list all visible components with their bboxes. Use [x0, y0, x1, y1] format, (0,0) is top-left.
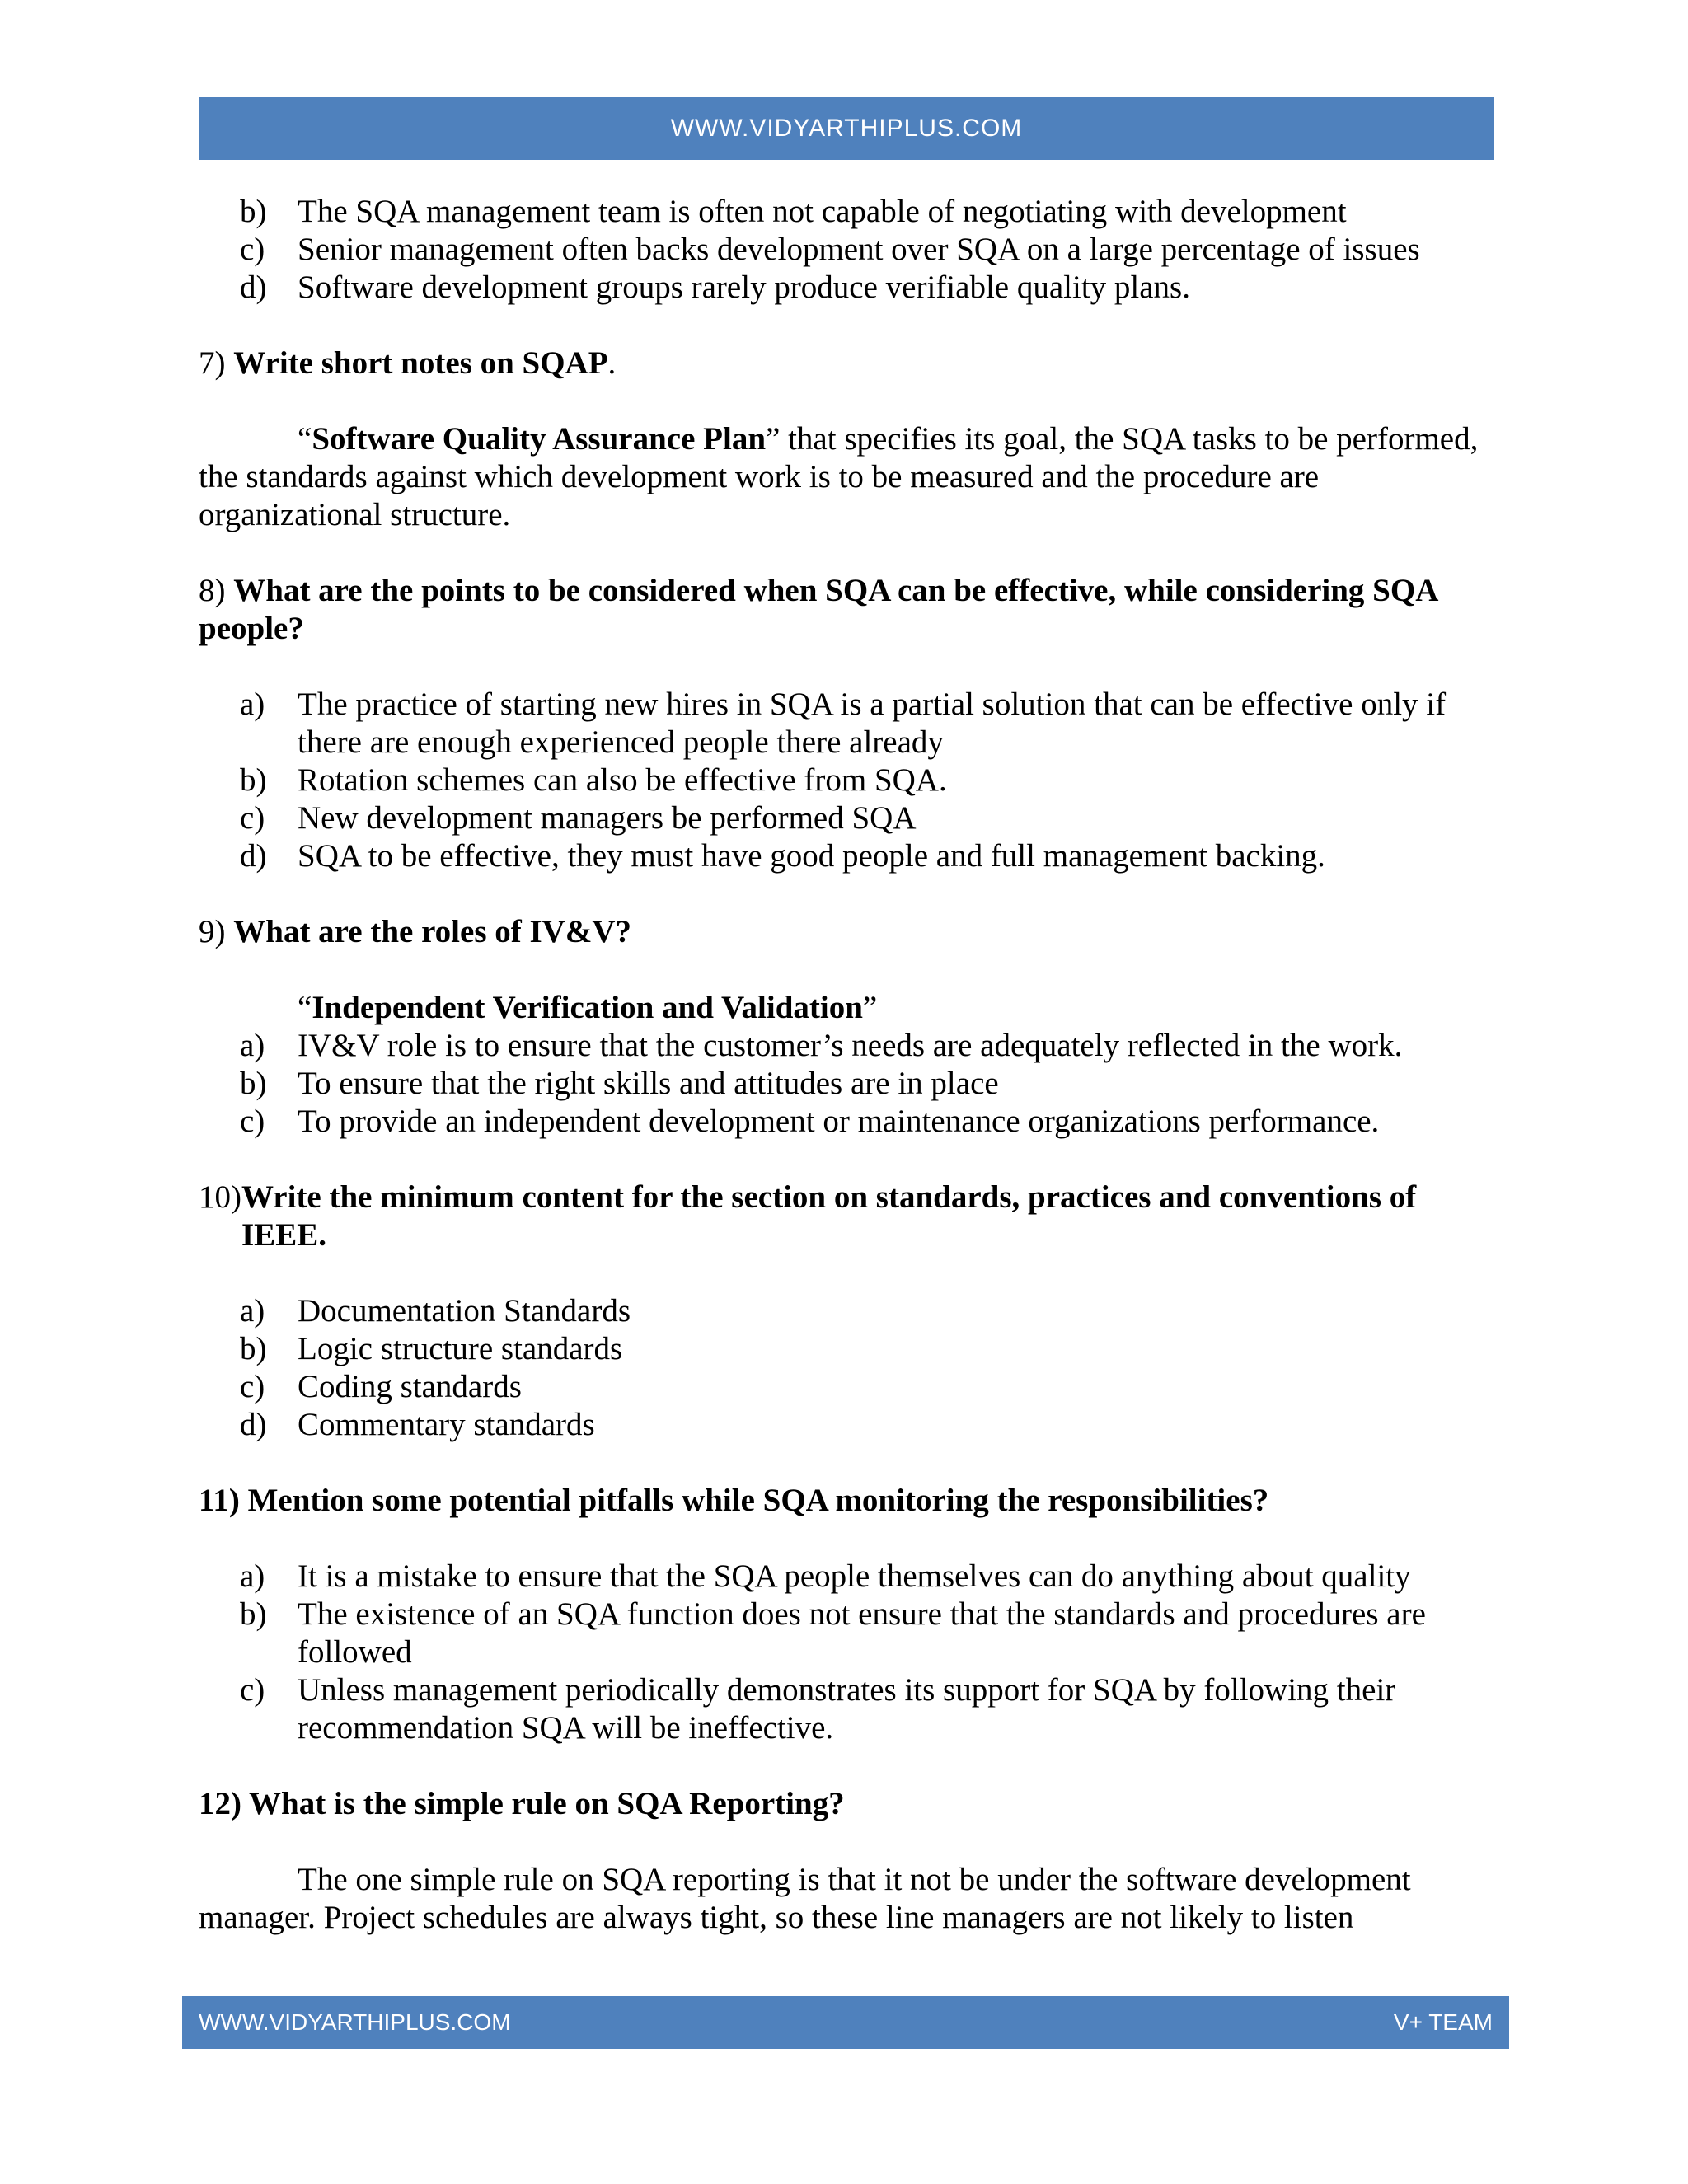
answer-12: The one simple rule on SQA reporting is that it not be under the software development manager. Project schedules are always tight, so these line managers are not likely to listen [199, 1862, 1411, 1935]
list-marker: c) [240, 232, 265, 267]
list-item [199, 1368, 1494, 1406]
footer-team-label: V+ TEAM [1393, 2009, 1493, 2035]
question-number: 8) [199, 573, 234, 608]
question-7 [199, 344, 1494, 382]
list-marker: a) [240, 1028, 265, 1063]
list-marker: a) [240, 687, 265, 722]
answer-text: ” that specifies its goal, the SQA tasks to be performed, the standards against which development work is to be measured and the procedure are organizational structure. [199, 421, 1479, 532]
close-quote: ” [862, 990, 878, 1025]
list-marker: a) [240, 1293, 265, 1329]
list-item-text: To ensure that the right skills and attitudes are in place [298, 1066, 999, 1101]
question-12 [199, 1785, 1494, 1823]
list-item [199, 1330, 1494, 1368]
question-number: 10) [199, 1179, 241, 1215]
list-item [199, 1671, 1494, 1747]
list-marker: c) [240, 1672, 265, 1708]
footer-site-link[interactable]: WWW.VIDYARTHIPLUS.COM [199, 2009, 511, 2035]
list-item-text: New development managers be performed SQA [298, 800, 917, 836]
list-item [199, 1292, 1494, 1330]
list-item [199, 1596, 1494, 1671]
list-item-text: Logic structure standards [298, 1331, 623, 1366]
defined-term: Independent Verification and Validation [312, 990, 863, 1025]
list-item [199, 1558, 1494, 1596]
list-item-text: Unless management periodically demonstrates its support for SQA by following their recommendation SQA will be ineffective. [298, 1672, 1396, 1746]
answer-10-list [199, 1292, 1494, 1444]
answer-9-list [199, 1027, 1494, 1141]
question-11 [199, 1482, 1494, 1520]
list-item-text: It is a mistake to ensure that the SQA people themselves can do anything about quality [298, 1558, 1411, 1594]
question-number: 9) [199, 914, 234, 949]
page-header [199, 97, 1494, 160]
list-marker: b) [240, 1066, 267, 1101]
question-title: 12) What is the simple rule on SQA Reporting? [199, 1786, 845, 1821]
list-item-text: Commentary standards [298, 1407, 595, 1442]
list-item [199, 231, 1494, 269]
question-8 [199, 572, 1494, 648]
list-item-text: To provide an independent development or maintenance organizations performance. [298, 1104, 1380, 1139]
list-item-text: IV&V role is to ensure that the customer’s needs are adequately reflected in the work. [298, 1028, 1403, 1063]
list-item-text: The practice of starting new hires in SQA is a partial solution that can be effective only if there are enough experienced people there already [298, 687, 1447, 760]
list-marker: d) [240, 838, 267, 874]
question-title: What are the points to be considered when SQA can be effective, while considering SQA people? [199, 573, 1437, 646]
list-item-text: Documentation Standards [298, 1293, 631, 1329]
document-body [199, 193, 1494, 1937]
list-item-text: Software development groups rarely produce verifiable quality plans. [298, 269, 1190, 305]
list-marker: c) [240, 1104, 265, 1139]
page-footer [182, 1996, 1509, 2049]
list-item-text: Coding standards [298, 1369, 522, 1404]
answer-8-list [199, 686, 1494, 875]
answer-9-heading [199, 989, 1494, 1027]
list-item-text: The existence of an SQA function does not ensure that the standards and procedures are followed [298, 1596, 1426, 1670]
list-item [199, 1406, 1494, 1444]
question-suffix: . [607, 345, 617, 381]
list-item [199, 193, 1494, 231]
list-item-text: The SQA management team is often not capable of negotiating with development [298, 194, 1347, 229]
question-title: 11) Mention some potential pitfalls while SQA monitoring the responsibilities? [199, 1483, 1269, 1518]
question-10 [199, 1179, 1494, 1254]
question-title: What are the roles of IV&V? [233, 914, 631, 949]
open-quote: “ [298, 990, 312, 1025]
list-item [199, 269, 1494, 307]
list-marker: b) [240, 194, 267, 229]
list-marker: a) [240, 1558, 265, 1594]
prev-answer-list [199, 193, 1494, 307]
list-marker: b) [240, 762, 267, 798]
list-item [199, 686, 1494, 762]
list-marker: d) [240, 269, 267, 305]
list-item [199, 1103, 1494, 1141]
question-title: Write the minimum content for the section on standards, practices and conventions of IEEE. [241, 1179, 1417, 1253]
list-marker: c) [240, 800, 265, 836]
list-marker: b) [240, 1596, 267, 1632]
list-marker: c) [240, 1369, 265, 1404]
list-item [199, 799, 1494, 837]
open-quote: “ [298, 421, 312, 457]
list-item [199, 1065, 1494, 1103]
list-item-text: Rotation schemes can also be effective from SQA. [298, 762, 947, 798]
answer-11-list [199, 1558, 1494, 1747]
list-item [199, 837, 1494, 875]
question-9 [199, 913, 1494, 951]
list-marker: d) [240, 1407, 267, 1442]
answer-7 [199, 420, 1494, 534]
question-title: Write short notes on SQAP [233, 345, 608, 381]
list-item-text: SQA to be effective, they must have good people and full management backing. [298, 838, 1325, 874]
defined-term: Software Quality Assurance Plan [312, 421, 767, 457]
list-item-text: Senior management often backs development over SQA on a large percentage of issues [298, 232, 1420, 267]
list-item [199, 762, 1494, 799]
list-marker: b) [240, 1331, 267, 1366]
list-item [199, 1027, 1494, 1065]
header-site-link[interactable]: WWW.VIDYARTHIPLUS.COM [670, 115, 1023, 142]
question-number: 7) [199, 345, 234, 381]
